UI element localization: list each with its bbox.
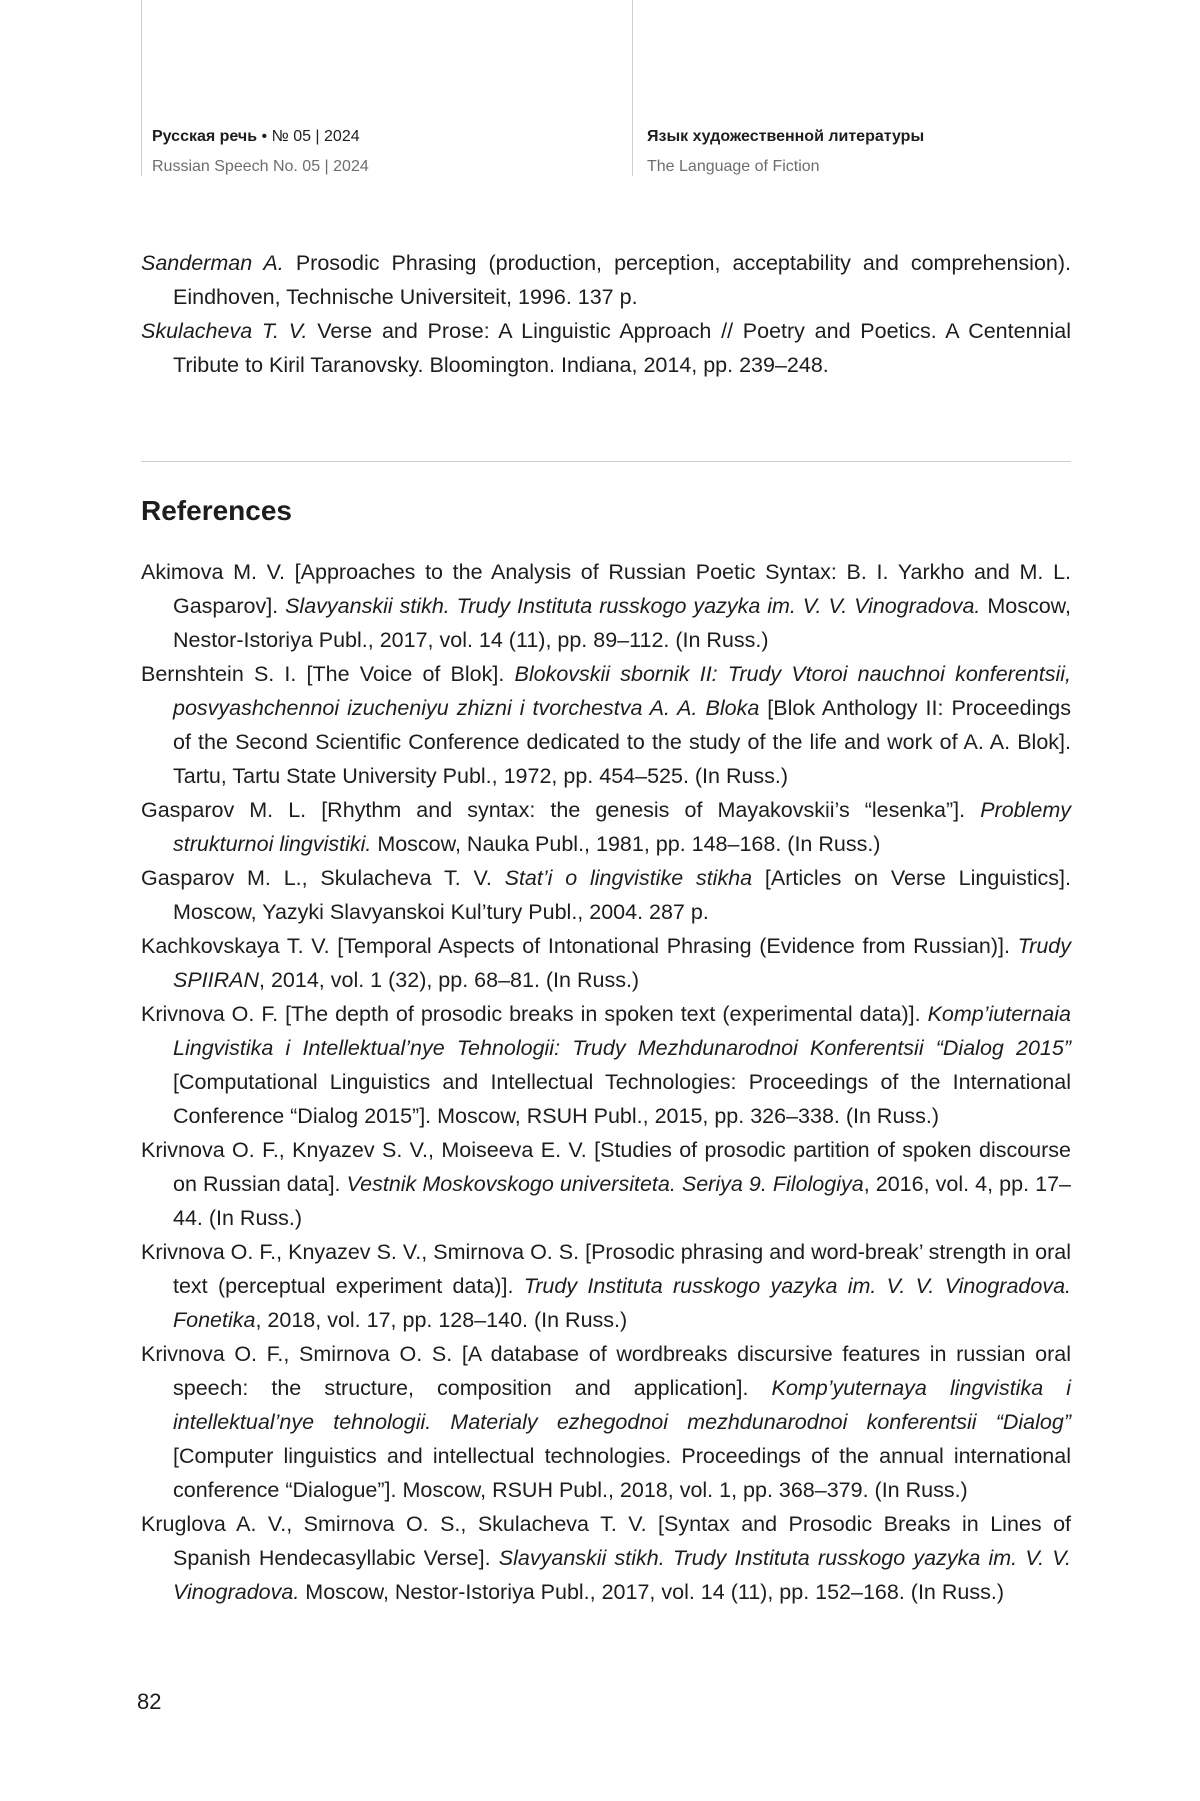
bibliography-entry: Skulacheva T. V. Verse and Prose: A Linguistic Approach // Poetry and Poetics. A Centennial Tribute to Kiril Taranovsky. Bloomington. Indiana, 2014, pp. 239–248. — [141, 319, 1071, 377]
reference-entry: Gasparov M. L., Skulacheva T. V. Stat’i o lingvistike stikha [Articles on Verse Linguistics]. Moscow, Yazyki Slavyanskoi Kul’tury Publ., 2004. 287 p. — [141, 866, 1071, 924]
journal-title-ru: Русская речь • № 05 | 2024 — [152, 128, 360, 145]
running-header-section — [647, 126, 924, 178]
header-left-rule — [141, 0, 142, 176]
reference-entry: Krivnova O. F., Smirnova O. S. [A database of wordbreaks discursive features in russian oral speech: the structure, composition and application]. Komp’yuternaya lingvistika i intellektual’nye tehnologii. Materialy ezhegodnoi mezhdunarodnoi konferentsii “Dialog” [Computer linguistics and intellectual technologies. Proceedings of the annual international conference “Dialogue”]. Moscow, RSUH Publ., 2018, vol. 1, pp. 368–379. (In Russ.) — [141, 1342, 1071, 1502]
bibliography-continuation — [141, 246, 1071, 382]
reference-entry: Gasparov M. L. [Rhythm and syntax: the genesis of Mayakovskii’s “lesenka”]. Problemy strukturnoi lingvistiki. Moscow, Nauka Publ., 1981, pp. 148–168. (In Russ.) — [141, 798, 1071, 856]
reference-entry: Kruglova A. V., Smirnova O. S., Skulacheva T. V. [Syntax and Prosodic Breaks in Lines of Spanish Hendecasyllabic Verse]. Slavyanskii stikh. Trudy Instituta russkogo yazyka im. V. V. Vinogradova. Moscow, Nestor-Istoriya Publ., 2017, vol. 14 (11), pp. 152–168. (In Russ.) — [141, 1512, 1071, 1604]
reference-entry: Akimova M. V. [Approaches to the Analysis of Russian Poetic Syntax: B. I. Yarkho and M. L. Gasparov]. Slavyanskii stikh. Trudy Instituta russkogo yazyka im. V. V. Vinogradova. Moscow, Nestor-Istoriya Publ., 2017, vol. 14 (11), pp. 89–112. (In Russ.) — [141, 560, 1071, 652]
running-header-journal — [152, 126, 369, 178]
reference-entry: Krivnova O. F., Knyazev S. V., Smirnova O. S. [Prosodic phrasing and word-break’ strength in oral text (perceptual experiment data)]. Trudy Instituta russkogo yazyka im. V. V. Vinogradova. Fonetika, 2018, vol. 17, pp. 128–140. (In Russ.) — [141, 1240, 1072, 1332]
page-number: 82 — [137, 1689, 162, 1714]
reference-entry: Krivnova O. F. [The depth of prosodic breaks in spoken text (experimental data)]. Komp’iuternaia Lingvistika i Intellektual’nye Tehnologii: Trudy Mezhdunarodnoi Konferentsii “Dialog 2015” [Computational Linguistics and Intellectual Technologies: Proceedings of the International Conference “Dialog 2015”]. Moscow, RSUH Publ., 2015, pp. 326–338. (In Russ.) — [141, 1002, 1071, 1128]
references-list — [141, 555, 1071, 1609]
section-title-en: The Language of Fiction — [647, 158, 820, 175]
reference-entry: Krivnova O. F., Knyazev S. V., Moiseeva E. V. [Studies of prosodic partition of spoken discourse on Russian data]. Vestnik Moskovskogo universiteta. Seriya 9. Filologiya, 2016, vol. 4, pp. 17–44. (In Russ.) — [141, 1138, 1071, 1230]
bibliography-entry: Sanderman A. Prosodic Phrasing (production, perception, acceptability and comprehension). Eindhoven, Technische Universiteit, 1996. 137 p. — [141, 251, 1071, 309]
journal-title-en: Russian Speech No. 05 | 2024 — [152, 158, 369, 175]
reference-entry: Bernshtein S. I. [The Voice of Blok]. Blokovskii sbornik II: Trudy Vtoroi nauchnoi konferentsii, posvyashchennoi izucheniyu zhizni i tvorchestva A. A. Bloka [Blok Anthology II: Proceedings of the Second Scientific Conference dedicated to the study of the life and work of A. A. Blok]. Tartu, Tartu State University Publ., 1972, pp. 454–525. (In Russ.) — [141, 662, 1071, 788]
section-title-ru: Язык художественной литературы — [647, 128, 925, 145]
references-heading: References — [141, 495, 292, 526]
header-right-rule — [632, 0, 633, 176]
section-divider — [141, 461, 1071, 462]
reference-entry: Kachkovskaya T. V. [Temporal Aspects of Intonational Phrasing (Evidence from Russian)]. Trudy SPIIRAN, 2014, vol. 1 (32), pp. 68–81. (In Russ.) — [141, 934, 1071, 992]
